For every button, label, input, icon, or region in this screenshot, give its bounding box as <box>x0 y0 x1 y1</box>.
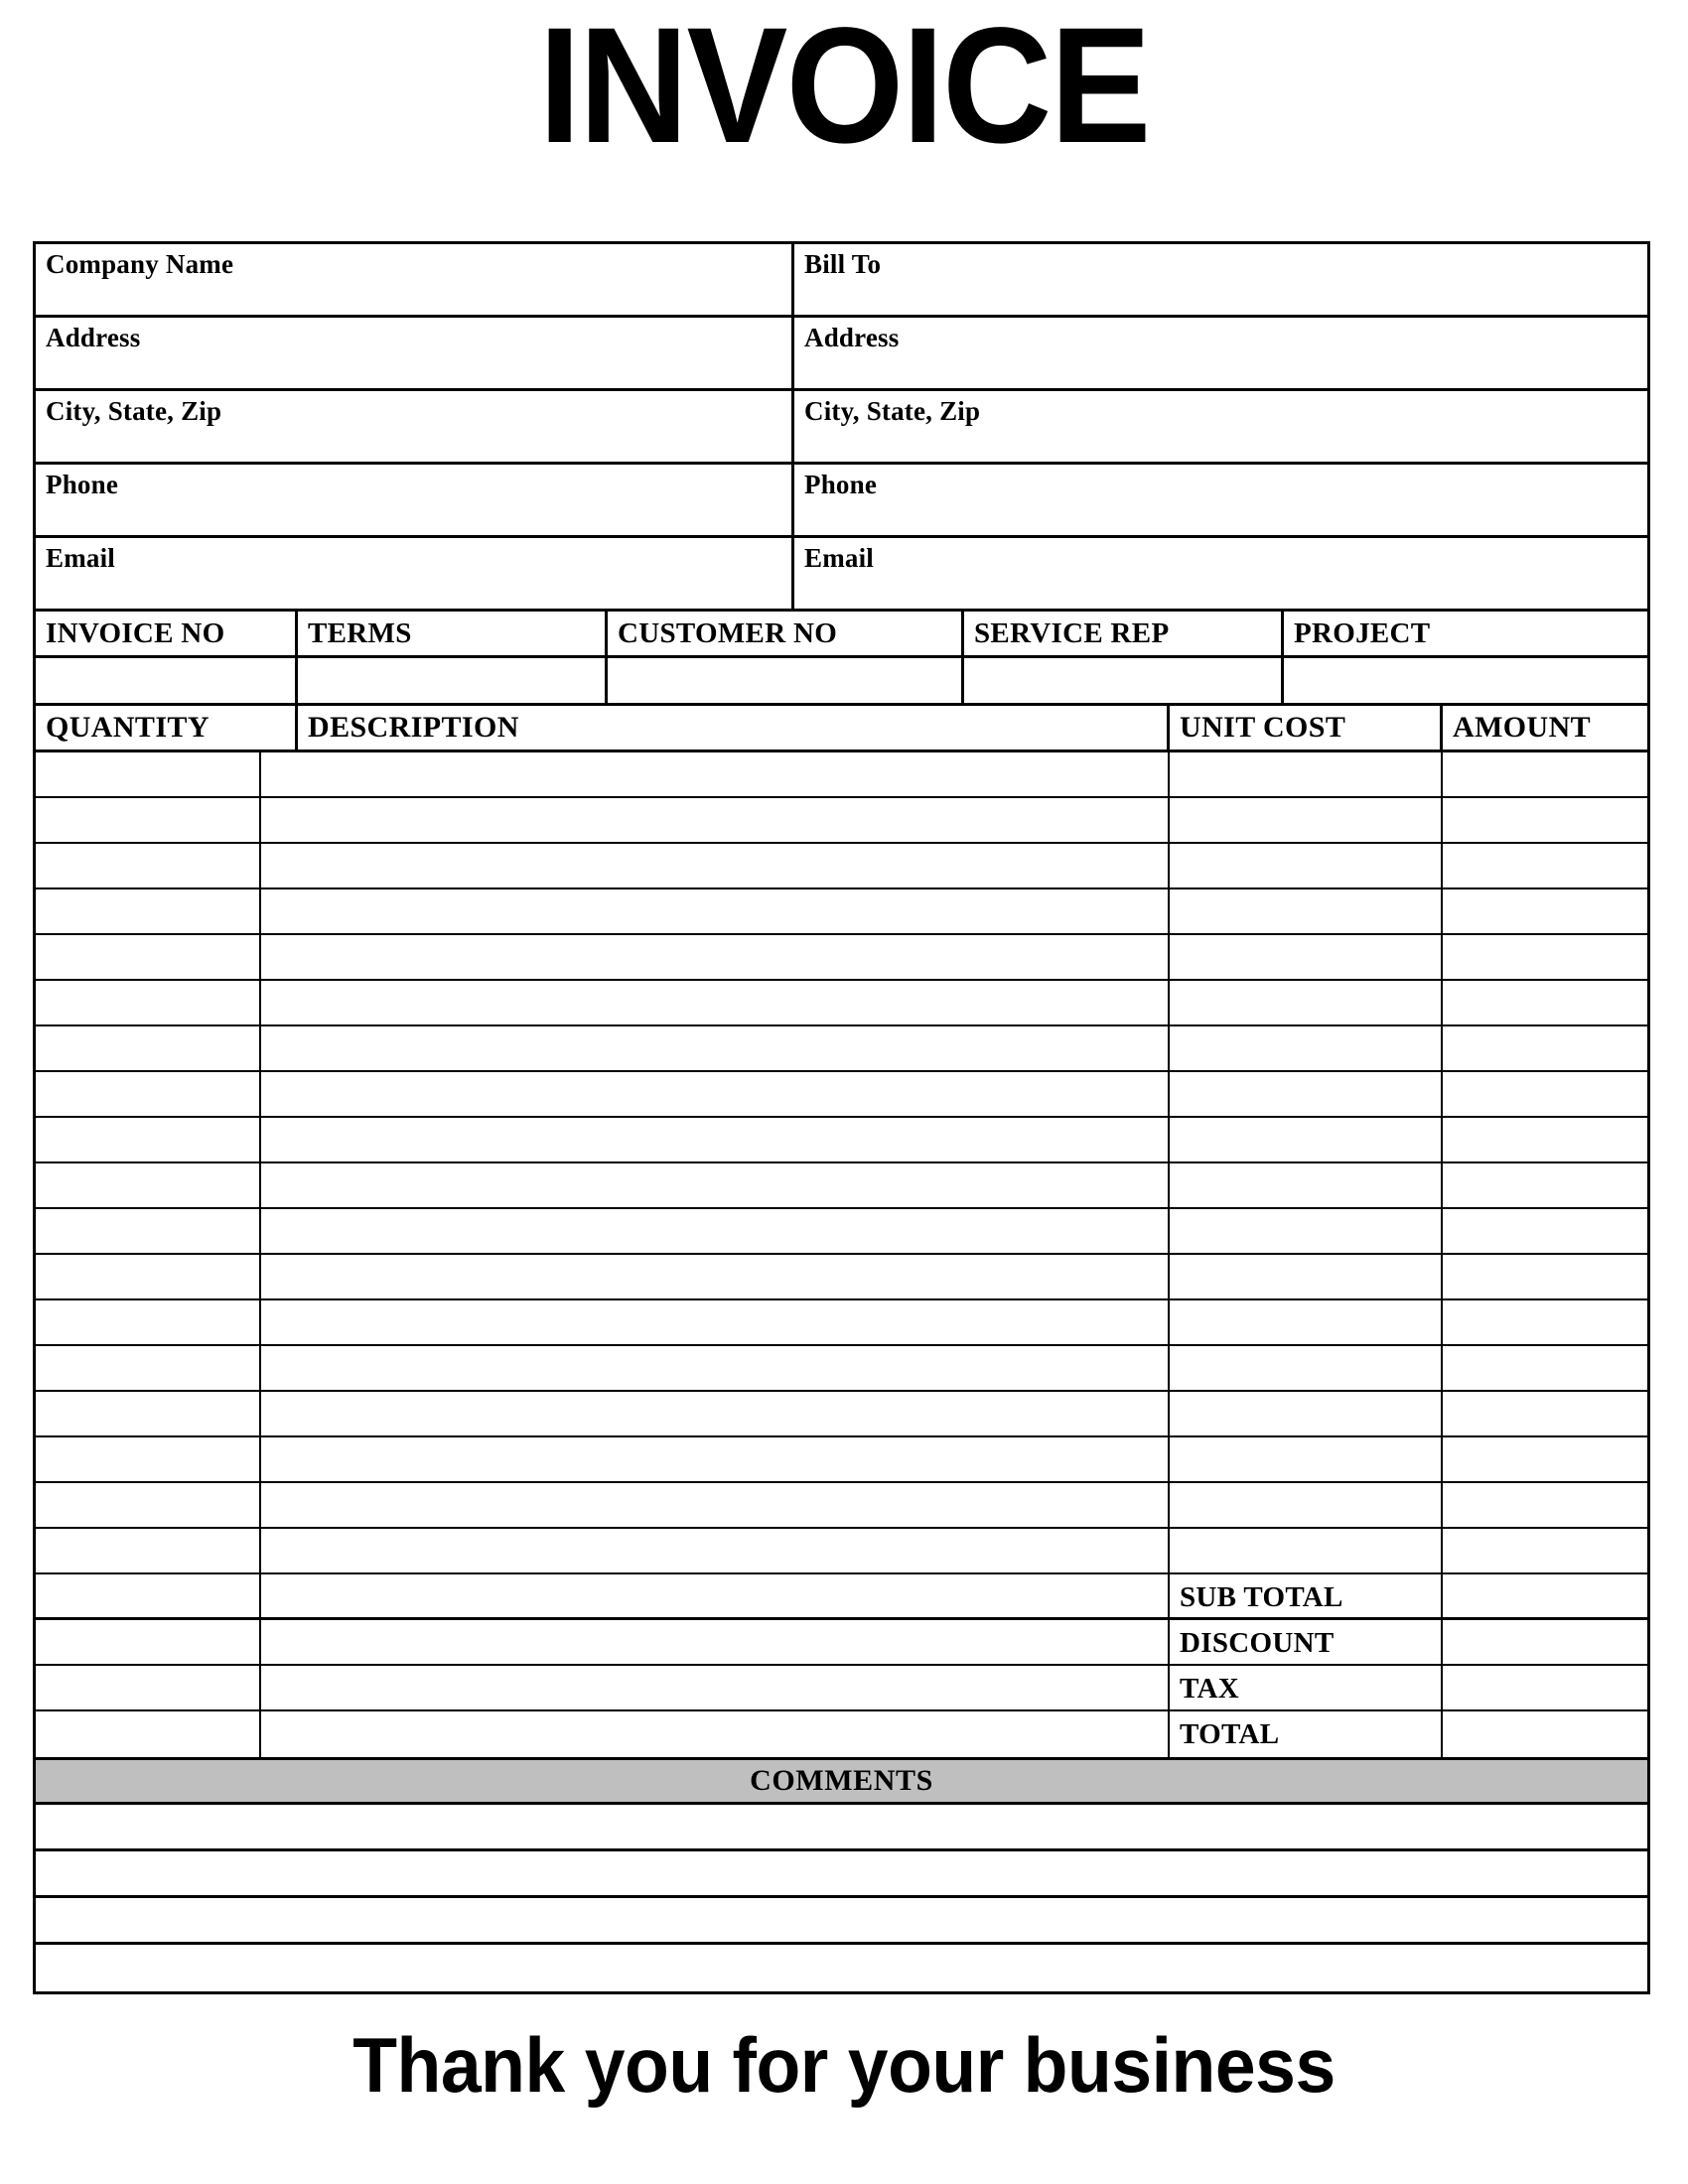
line-item-row <box>36 1072 1647 1118</box>
company-address-field[interactable]: Address <box>36 318 794 388</box>
line-item-description[interactable] <box>261 889 1170 933</box>
line-item-row <box>36 1209 1647 1255</box>
line-item-quantity[interactable] <box>36 1711 261 1757</box>
line-item-description[interactable] <box>261 1392 1170 1435</box>
line-item-quantity[interactable] <box>36 981 261 1024</box>
line-item-quantity[interactable] <box>36 1620 261 1664</box>
line-item-unit-cost[interactable] <box>1170 1072 1443 1116</box>
line-item-unit-cost[interactable] <box>1170 844 1443 887</box>
line-item-description[interactable] <box>261 1711 1170 1757</box>
label-terms: TERMS <box>298 612 608 655</box>
column-header-amount: AMOUNT <box>1453 711 1592 744</box>
line-item-description[interactable] <box>261 1483 1170 1527</box>
line-item-row <box>36 752 1647 798</box>
line-item-unit-cost[interactable] <box>1170 889 1443 933</box>
line-item-amount[interactable] <box>1443 1026 1647 1070</box>
line-item-description[interactable] <box>261 981 1170 1024</box>
line-item-unit-cost[interactable] <box>1170 752 1443 796</box>
comment-line[interactable] <box>36 1898 1647 1945</box>
line-item-quantity[interactable] <box>36 935 261 979</box>
line-item-unit-cost[interactable]: TAX <box>1170 1666 1443 1709</box>
line-item-quantity[interactable] <box>36 1118 261 1161</box>
line-item-unit-cost[interactable]: TOTAL <box>1170 1711 1443 1757</box>
line-item-amount[interactable] <box>1443 752 1647 796</box>
comments-body <box>36 1805 1647 1991</box>
line-item-description[interactable] <box>261 1346 1170 1390</box>
line-item-row <box>36 1437 1647 1483</box>
comments-header: COMMENTS <box>36 1757 1647 1805</box>
billto-address-field[interactable]: Address <box>804 323 900 352</box>
line-item-row <box>36 889 1647 935</box>
meta-label-row <box>36 612 1647 658</box>
footer-note: Thank you for your business <box>352 2021 1336 2109</box>
line-item-description[interactable] <box>261 935 1170 979</box>
line-item-amount[interactable] <box>1443 1620 1647 1664</box>
line-item-quantity[interactable] <box>36 1255 261 1298</box>
line-item-description[interactable] <box>261 1300 1170 1344</box>
line-item-amount[interactable] <box>1443 1711 1647 1757</box>
line-item-row <box>36 935 1647 981</box>
line-items-header <box>36 706 1647 752</box>
party-row-email <box>36 538 1647 612</box>
line-item-amount[interactable] <box>1443 935 1647 979</box>
line-item-row <box>36 1483 1647 1529</box>
line-item-description[interactable] <box>261 1529 1170 1572</box>
parties-block <box>36 244 1647 612</box>
party-row-phone <box>36 465 1647 538</box>
line-item-description[interactable] <box>261 1209 1170 1253</box>
line-item-quantity[interactable] <box>36 844 261 887</box>
comment-line[interactable] <box>36 1851 1647 1898</box>
line-item-row <box>36 844 1647 889</box>
line-item-unit-cost[interactable] <box>1170 1392 1443 1435</box>
line-item-quantity[interactable] <box>36 1574 261 1617</box>
line-item-description[interactable] <box>261 752 1170 796</box>
column-header-unit-cost: UNIT COST <box>1170 706 1443 750</box>
value-terms[interactable] <box>298 658 608 703</box>
party-row-city-state-zip <box>36 391 1647 465</box>
label-customer-no: CUSTOMER NO <box>608 612 964 655</box>
line-item-row <box>36 981 1647 1026</box>
value-project[interactable] <box>1284 658 1647 703</box>
line-item-amount[interactable] <box>1443 1072 1647 1116</box>
line-item-description[interactable] <box>261 798 1170 842</box>
line-item-amount[interactable] <box>1443 1163 1647 1207</box>
company-email-field[interactable]: Email <box>36 538 794 609</box>
party-row-company <box>36 244 1647 318</box>
comment-line[interactable] <box>36 1805 1647 1851</box>
line-item-description[interactable] <box>261 844 1170 887</box>
line-item-quantity[interactable] <box>36 1163 261 1207</box>
line-item-quantity[interactable] <box>36 1437 261 1481</box>
line-item-unit-cost[interactable] <box>1170 1483 1443 1527</box>
line-item-row <box>36 1346 1647 1392</box>
line-item-row <box>36 1574 1647 1620</box>
line-item-row <box>36 1620 1647 1666</box>
line-item-unit-cost[interactable] <box>1170 1346 1443 1390</box>
line-item-description[interactable] <box>261 1163 1170 1207</box>
line-item-quantity[interactable] <box>36 1300 261 1344</box>
bill-to-field[interactable]: Bill To <box>804 249 882 279</box>
line-items-body <box>36 752 1647 1757</box>
billto-city-state-zip-field[interactable]: City, State, Zip <box>804 396 981 426</box>
line-item-amount[interactable] <box>1443 889 1647 933</box>
line-item-row <box>36 1026 1647 1072</box>
page-title: INVOICE <box>538 0 1150 178</box>
line-item-amount[interactable] <box>1443 1529 1647 1572</box>
line-item-unit-cost[interactable] <box>1170 981 1443 1024</box>
column-header-quantity: QUANTITY <box>36 706 298 750</box>
line-item-quantity[interactable] <box>36 1346 261 1390</box>
comment-line[interactable] <box>36 1945 1647 1991</box>
label-invoice-no: INVOICE NO <box>36 612 298 655</box>
line-item-unit-cost[interactable] <box>1170 1255 1443 1298</box>
line-item-unit-cost[interactable] <box>1170 1163 1443 1207</box>
line-item-unit-cost[interactable] <box>1170 935 1443 979</box>
meta-value-row <box>36 658 1647 706</box>
line-item-unit-cost[interactable] <box>1170 1026 1443 1070</box>
line-item-unit-cost[interactable]: DISCOUNT <box>1170 1620 1443 1664</box>
value-customer-no[interactable] <box>608 658 964 703</box>
line-item-row <box>36 798 1647 844</box>
party-row-address <box>36 318 1647 391</box>
line-item-amount[interactable] <box>1443 981 1647 1024</box>
line-item-amount[interactable] <box>1443 1255 1647 1298</box>
company-name-field[interactable]: Company Name <box>36 244 794 315</box>
line-item-unit-cost[interactable] <box>1170 1437 1443 1481</box>
line-item-quantity[interactable] <box>36 1072 261 1116</box>
line-item-row <box>36 1392 1647 1437</box>
line-item-quantity[interactable] <box>36 752 261 796</box>
line-item-row <box>36 1300 1647 1346</box>
label-project: PROJECT <box>1294 617 1431 649</box>
line-item-quantity[interactable] <box>36 798 261 842</box>
column-header-description: DESCRIPTION <box>298 706 1170 750</box>
billto-phone-field[interactable]: Phone <box>804 470 878 499</box>
line-item-row <box>36 1163 1647 1209</box>
line-item-unit-cost[interactable] <box>1170 1209 1443 1253</box>
line-item-description[interactable] <box>261 1026 1170 1070</box>
line-item-unit-cost[interactable] <box>1170 1118 1443 1161</box>
line-item-unit-cost[interactable] <box>1170 1529 1443 1572</box>
line-item-unit-cost[interactable]: SUB TOTAL <box>1170 1574 1443 1617</box>
line-item-amount[interactable] <box>1443 844 1647 887</box>
line-item-description[interactable] <box>261 1666 1170 1709</box>
line-item-quantity[interactable] <box>36 1529 261 1572</box>
billto-email-field[interactable]: Email <box>804 543 875 573</box>
line-item-amount[interactable] <box>1443 1437 1647 1481</box>
line-item-amount[interactable] <box>1443 1392 1647 1435</box>
line-item-description[interactable] <box>261 1255 1170 1298</box>
line-item-amount[interactable] <box>1443 1346 1647 1390</box>
line-item-row <box>36 1711 1647 1757</box>
line-item-quantity[interactable] <box>36 1666 261 1709</box>
line-item-amount[interactable] <box>1443 1483 1647 1527</box>
line-item-description[interactable] <box>261 1072 1170 1116</box>
line-item-row <box>36 1255 1647 1300</box>
line-item-amount[interactable] <box>1443 798 1647 842</box>
line-item-unit-cost[interactable] <box>1170 1300 1443 1344</box>
line-item-amount[interactable] <box>1443 1666 1647 1709</box>
value-invoice-no[interactable] <box>36 658 298 703</box>
line-item-quantity[interactable] <box>36 1026 261 1070</box>
line-item-quantity[interactable] <box>36 889 261 933</box>
line-item-amount[interactable] <box>1443 1118 1647 1161</box>
line-item-description[interactable] <box>261 1437 1170 1481</box>
line-item-unit-cost[interactable] <box>1170 798 1443 842</box>
label-service-rep: SERVICE REP <box>964 612 1284 655</box>
line-item-row <box>36 1666 1647 1711</box>
line-item-amount[interactable] <box>1443 1574 1647 1617</box>
line-item-row <box>36 1529 1647 1574</box>
line-item-quantity[interactable] <box>36 1209 261 1253</box>
line-item-quantity[interactable] <box>36 1483 261 1527</box>
line-item-description[interactable] <box>261 1118 1170 1161</box>
invoice-form <box>33 241 1650 1994</box>
line-item-amount[interactable] <box>1443 1209 1647 1253</box>
line-item-row <box>36 1118 1647 1163</box>
company-phone-field[interactable]: Phone <box>36 465 794 535</box>
line-item-description[interactable] <box>261 1620 1170 1664</box>
line-item-description[interactable] <box>261 1574 1170 1617</box>
company-city-state-zip-field[interactable]: City, State, Zip <box>36 391 794 462</box>
line-item-amount[interactable] <box>1443 1300 1647 1344</box>
line-item-quantity[interactable] <box>36 1392 261 1435</box>
value-service-rep[interactable] <box>964 658 1284 703</box>
